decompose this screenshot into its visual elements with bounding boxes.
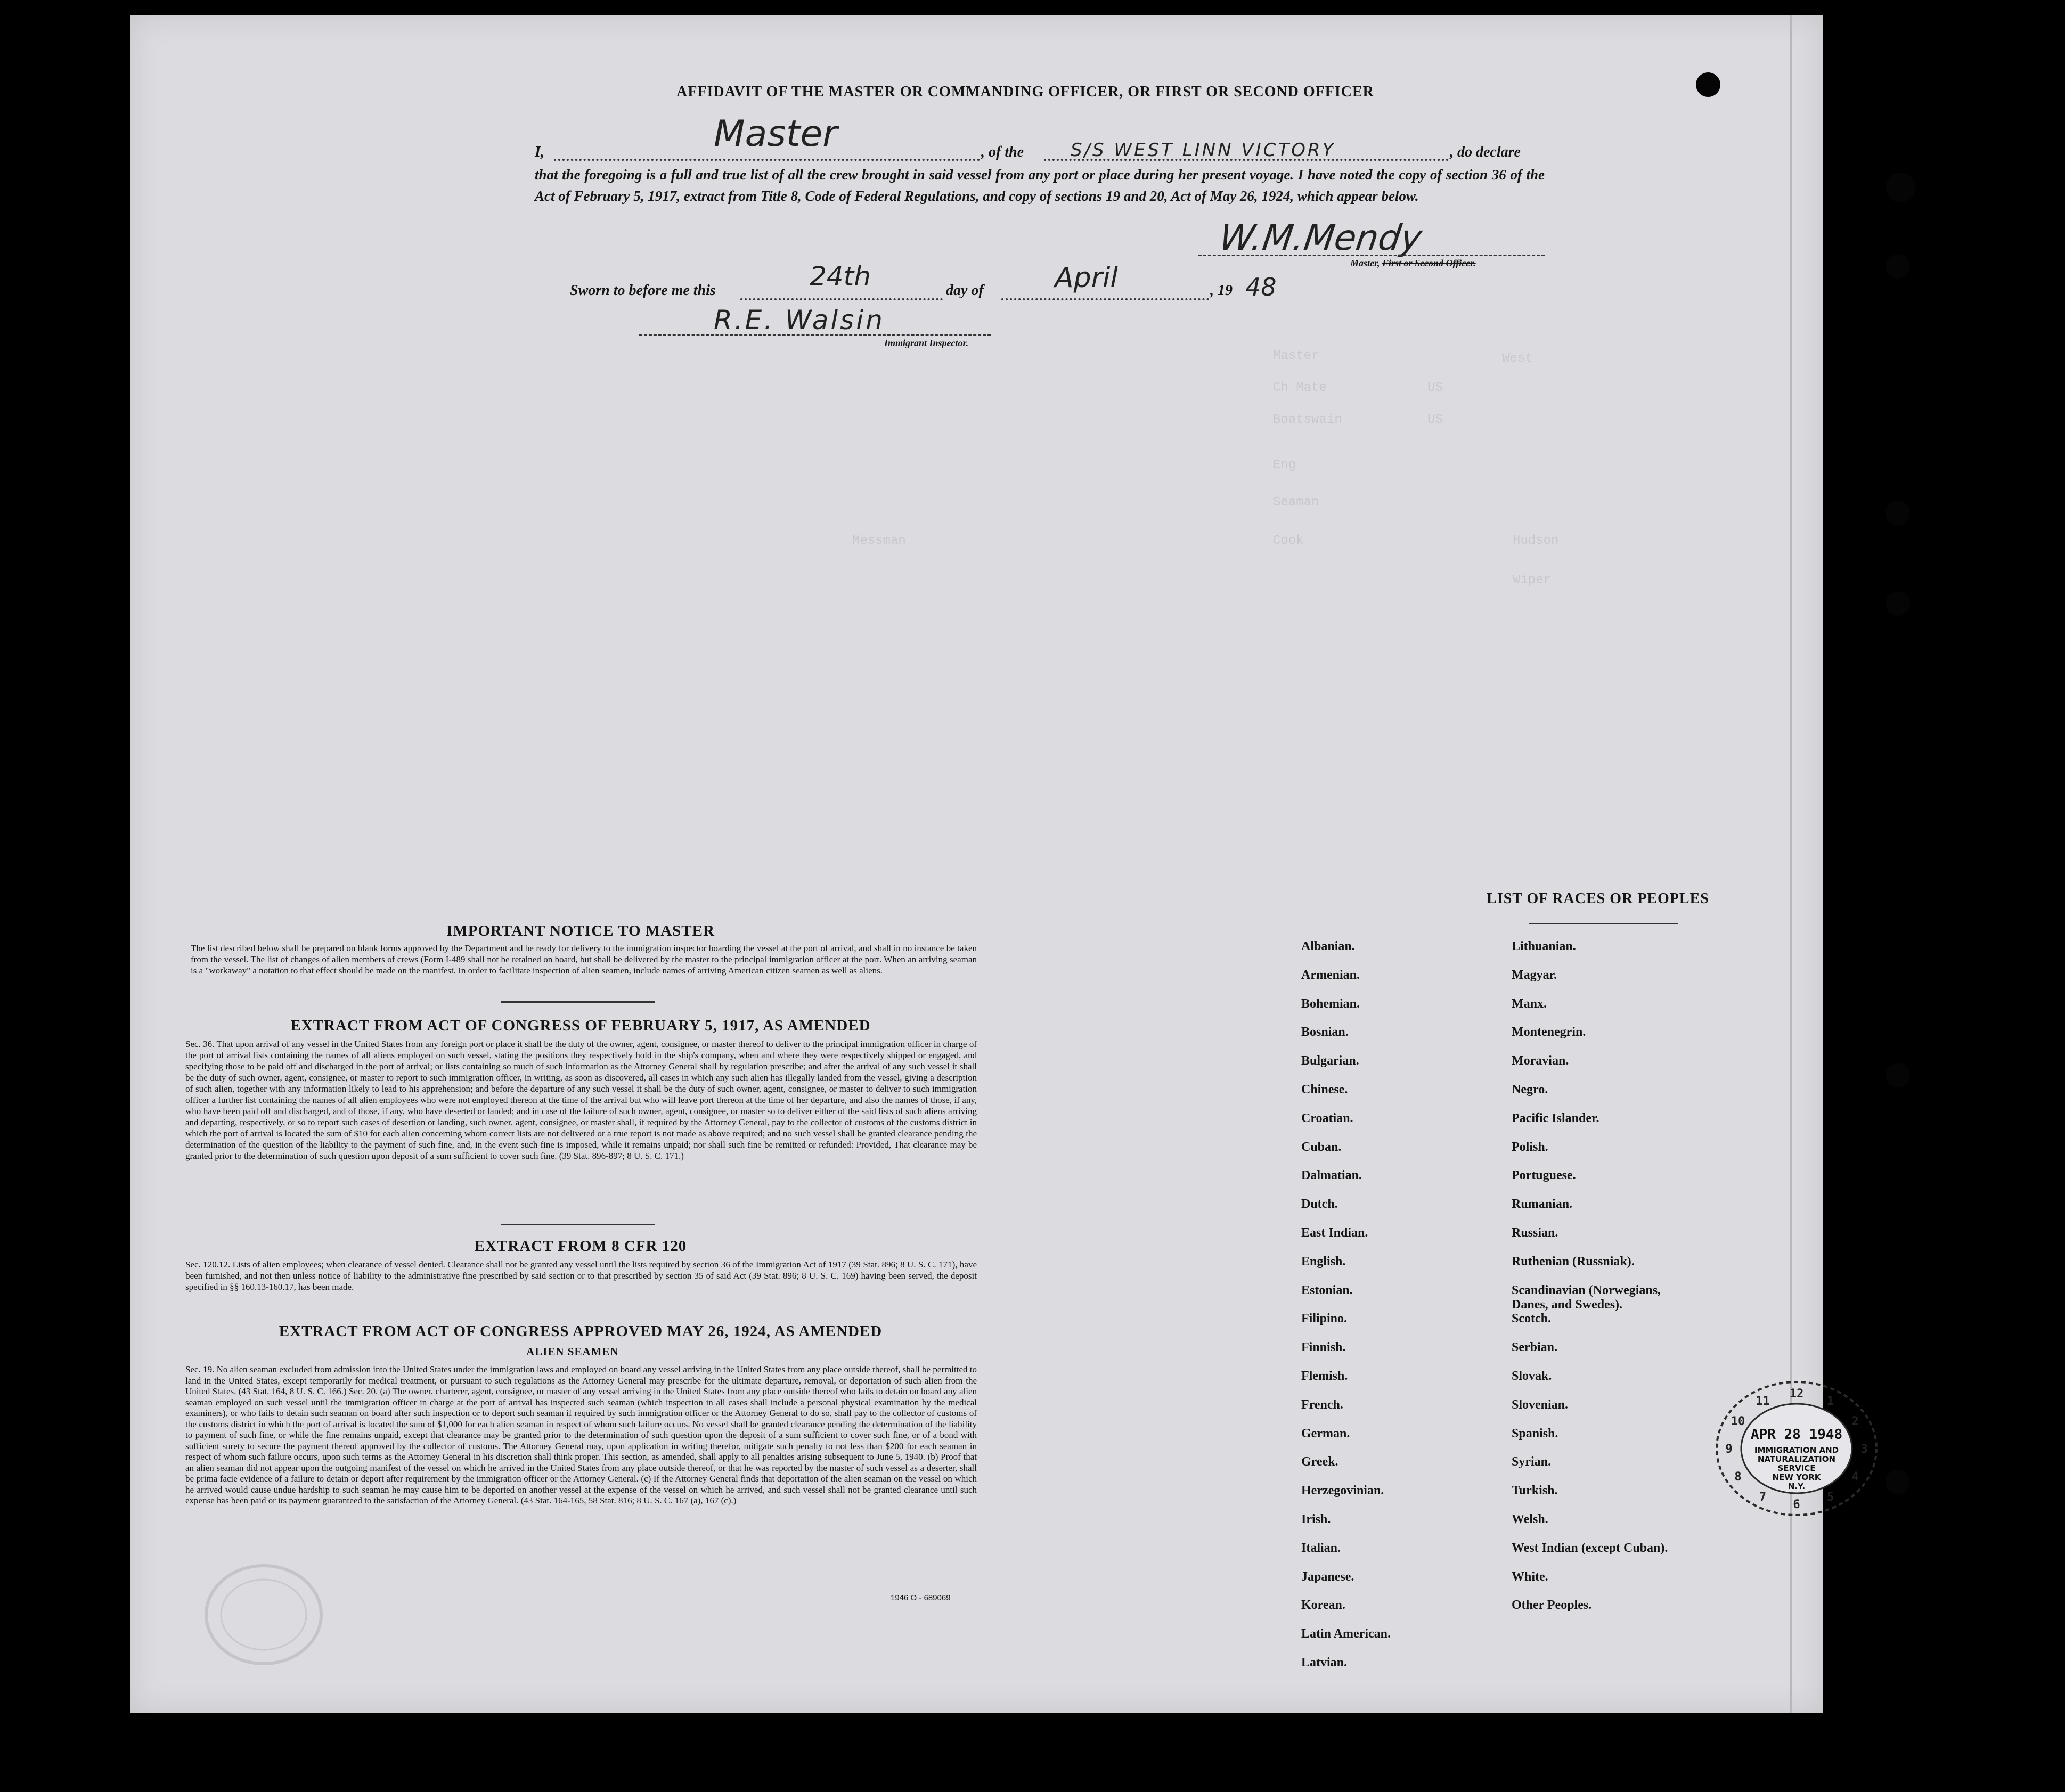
bleed-through-text: US [1427, 413, 1443, 427]
race-item: Korean. [1301, 1598, 1345, 1613]
year-printed: , 19 [1210, 282, 1233, 299]
day-line [740, 298, 943, 300]
of-the-label: , of the [981, 144, 1024, 160]
notice-text: The list described below shall be prepared on blank forms approved by the Department and be ready for delivery to the immigration inspector boarding the vessel at the port of arrival, and shall in no instance be taken from the vessel. The list of changes of alien members of crews (Form I-489 shall not be retained on board, but shall be delivered by the master to the principal immigration officer at the port. When an arriving seaman is a "workaway" a notation to that effect should be made on the manifest. In order to facilitate inspection of alien seamen, include names of arriving American citizen seamen as well as aliens. [191, 943, 977, 976]
race-item: Greek. [1301, 1455, 1338, 1469]
race-item: Dutch. [1301, 1197, 1338, 1212]
month-line [1001, 298, 1209, 300]
bleed-through-text: Seaman [1273, 495, 1319, 510]
race-item: Japanese. [1301, 1569, 1354, 1584]
race-item: Rumanian. [1512, 1197, 1573, 1212]
race-item: Negro. [1512, 1083, 1548, 1097]
race-item: East Indian. [1301, 1226, 1368, 1240]
race-item: Welsh. [1512, 1512, 1548, 1526]
declare-label: , do declare [1450, 144, 1521, 160]
binder-hole [1886, 501, 1910, 525]
extract-1924-subheading: ALIEN SEAMEN [526, 1345, 619, 1358]
race-item: German. [1301, 1426, 1350, 1441]
stamp-ring-number: 6 [1793, 1498, 1800, 1511]
race-item: Polish. [1512, 1140, 1548, 1154]
embossed-seal [202, 1561, 325, 1668]
race-item: Filipino. [1301, 1312, 1348, 1326]
binder-hole [1886, 254, 1910, 279]
extract-1917-heading: EXTRACT FROM ACT OF CONGRESS OF FEBRUARY 5, 1917, AS AMENDED [290, 1017, 871, 1034]
section-divider [501, 1224, 655, 1225]
race-item: Chinese. [1301, 1083, 1348, 1097]
race-item: Manx. [1512, 996, 1547, 1011]
inspector-signature: R.E. Walsin [714, 305, 885, 336]
bleed-through-text: West [1502, 351, 1533, 366]
race-item: Cuban. [1301, 1140, 1342, 1154]
affidavit-body: that the foregoing is a full and true list of all the crew brought in said vessel from any port or place during her present voyage. I have noted the copy of section 36 of the Act of February 5, 1917, extract from Title 8, Code of Federal Regulations, and copy of sections 19 and 20, Act of May 26, 1924, which appear below. [535, 167, 1545, 204]
race-item: Lithuanian. [1512, 939, 1576, 953]
month-handwritten: April [1055, 262, 1118, 294]
race-item: Irish. [1301, 1512, 1331, 1526]
extract-1917-text: Sec. 36. That upon arrival of any vessel in the United States from any foreign port or place it shall be the duty of the owner, agent, consignee, or master thereof to deliver to the principal immigration officer in charge of the port of arrival lists containing the names of all aliens employed on such vessel, stating the positions they respectively hold in the ship's company, when and where they were respectively shipped or engaged, and specifying those to be paid off and discharged in the port of arrival; or lists containing so much of such information as the Attorney General shall by regulation prescribe; and after the arrival of any such vessel it shall be the duty of such owner, agent, consignee, or master to report to such immigration officer, in writing, as soon as discovered, all cases in which any such alien has illegally landed from the vessel, giving a description of such alien, together with any information likely to lead to his apprehension; and before the departure of any such vessel it shall be the duty of such owner, agent, consignee, or master to deliver to such immigration officer a further list containing the names of all alien employees who were not employed thereon at the time of the arrival but who will leave port thereon at the time of her departure, and also the names of those, if any, who have been paid off and discharged, and of those, if any, who have deserted or landed; and in case of the failure of such owner, agent, consignee, or master so to deliver either of the said lists of such aliens arriving and departing, respectively, or so to report such cases of desertion or landing, such owner, agent, consignee, or master shall, if required by the Attorney General, pay to the collector of customs of the customs district in which the port of arrival is located the sum of $10 for each alien concerning whom correct lists are not delivered or a true report is not made as above required; and no such vessel shall be granted clearance pending the determination of the question of the liability to the payment of such fine, and, in the event such fine is imposed, while it remains unpaid; nor shall such fine be remitted or refunded: Provided, That clearance may be granted prior to the determination of such question upon deposit of a sum sufficient to cover such fine. (39 Stat. 896-897; 8 U. S. C. 171.) [185, 1039, 977, 1161]
bleed-through-text: Master [1273, 349, 1319, 363]
race-item: Syrian. [1512, 1455, 1552, 1469]
day-label: day of [946, 282, 984, 299]
extract-1924-text: Sec. 19. No alien seaman excluded from admission into the United States under the immigration laws and employed on board any vessel arriving in the United States from any place outside thereof, shall be permitted to land in the United States, except temporarily for medical treatment, or pursuant to such regulations as the Attorney General may prescribe for the ultimate departure, removal, or deportation of such alien from the United States. (43 Stat. 164, 8 U. S. C. 166.) Sec. 20. (a) The owner, charterer, agent, consignee, or master of any vessel arriving in the United States from any place outside thereof who fails to detain on board any alien seaman employed on such vessel until the immigration officer in charge at the port of arrival has inspected such seaman (which inspection in all cases shall include a personal physical examination by the medical examiners), or who fails to detain such seaman on board after such inspection or to deport such seaman if required by such immigration officer or the Attorney General to do so, shall pay to the collector of customs of the customs district in which the port of arrival is located the sum of $1,000 for each alien seaman in respect of whom such failure occurs. No vessel shall be granted clearance pending the determination of the liability to payment of such fine, or while the fine remains unpaid, except that clearance may be granted prior to the determination of such question upon the deposit of a sum sufficient to cover such fine, or of a bond with sufficient surety to secure the payment thereof approved by the collector of customs. The Attorney General may, upon application in writing therefor, mitigate such penalty to not less than $200 for each seaman in respect of whom such failure occurs, upon such terms as the Attorney General in his discretion shall think proper. This section, as amended, shall apply to all penalties arising subsequent to June 5, 1940. (b) Proof that an alien seaman did not appear upon the outgoing manifest of the vessel on which he arrived in the United States from any place outside thereof, or that he was reported by the master of such vessel as a deserter, shall be prima facie evidence of a failure to detain or deport after requirement by the immigration officer or the Attorney General. (c) If the Attorney General finds that deportation of the alien seaman on the vessel on which he arrived would cause undue hardship to such seaman he may cause him to be deported on another vessel at the expense of the vessel on which he arrived, and such vessel shall not be granted clearance until such expense has been paid or its payment guaranteed to the satisfaction of the Attorney General. (43 Stat. 164-165, 58 Stat. 816; 8 U. S. C. 167 (a), 167 (c).) [185, 1364, 977, 1505]
race-item: Estonian. [1301, 1283, 1353, 1297]
race-item: Serbian. [1512, 1340, 1558, 1355]
i-label: I, [535, 144, 544, 160]
stamp-ring-number: 3 [1860, 1443, 1868, 1456]
race-item: Ruthenian (Russniak). [1512, 1254, 1635, 1269]
race-item: Russian. [1512, 1226, 1558, 1240]
race-item: Bulgarian. [1301, 1054, 1359, 1068]
signature-line [1198, 255, 1545, 256]
bleed-through-text: Hudson [1513, 534, 1559, 548]
binder-hole [1886, 1063, 1910, 1087]
stamp-ring-number: 8 [1734, 1470, 1742, 1484]
stamp-ring-number: 9 [1725, 1443, 1733, 1456]
binder-hole [1696, 72, 1720, 97]
race-item: Herzegovinian. [1301, 1484, 1384, 1498]
extract-cfr-heading: EXTRACT FROM 8 CFR 120 [474, 1238, 687, 1255]
binder-hole [1886, 173, 1915, 202]
binder-hole [1886, 1470, 1910, 1494]
stamp-ring-number: 12 [1789, 1387, 1804, 1401]
bleed-through-text: Ch Mate [1273, 381, 1327, 395]
year-handwritten: 48 [1245, 273, 1277, 301]
stamp-line2: NATURALIZATION [1757, 1454, 1836, 1464]
stamp-ring-number: 11 [1756, 1394, 1770, 1408]
sworn-label: Sworn to before me this [570, 282, 716, 299]
race-item: Slovak. [1512, 1369, 1552, 1383]
stamp-ring-number: 5 [1826, 1491, 1834, 1504]
vessel-handwritten: S/S WEST LINN VICTORY [1071, 140, 1336, 161]
race-item: Other Peoples. [1512, 1598, 1592, 1613]
caption-struck: First or Second Officer. [1382, 258, 1476, 268]
section-divider [1529, 923, 1678, 924]
race-item: Moravian. [1512, 1054, 1569, 1068]
stamp-line1: IMMIGRATION AND [1754, 1445, 1839, 1455]
race-item: Spanish. [1512, 1426, 1558, 1441]
bleed-through-text: Messman [852, 534, 906, 548]
race-item: Latin American. [1301, 1627, 1391, 1641]
race-item: Armenian. [1301, 968, 1360, 982]
affidavit-heading: AFFIDAVIT OF THE MASTER OR COMMANDING OFFICER, OR FIRST OR SECOND OFFICER [676, 84, 1374, 100]
stamp-line5: N.Y. [1788, 1482, 1806, 1491]
race-item: Bohemian. [1301, 996, 1360, 1011]
inspector-caption: Immigrant Inspector. [884, 338, 969, 348]
day-handwritten: 24th [810, 261, 871, 292]
extract-cfr-text: Sec. 120.12. Lists of alien employees; when clearance of vessel denied. Clearance shall not be granted any vessel until the lists required by section 36 of the Immigration Act of 1917 (39 Stat. 896; 8 U. S. C. 171), have been furnished, and not then unless notice of liability to the administrative fine prescribed by said section or to that prescribed by section 35 of said Act (39 Stat. 896; 8 U. S. C. 169) having been served, the deposit specified in §§ 160.13-160.17, has been made. [185, 1259, 977, 1292]
race-item: White. [1512, 1569, 1548, 1584]
race-item: Italian. [1301, 1541, 1341, 1555]
bleed-through-text: Boatswain [1273, 413, 1342, 427]
section-divider [501, 1001, 655, 1003]
race-item: Flemish. [1301, 1369, 1348, 1383]
bleed-through-text: US [1427, 381, 1443, 395]
caption-master: Master, [1350, 258, 1380, 268]
notice-heading: IMPORTANT NOTICE TO MASTER [446, 922, 715, 939]
print-code: 1946 O - 689069 [891, 1593, 951, 1602]
race-item: English. [1301, 1254, 1346, 1269]
race-item: Scotch. [1512, 1312, 1551, 1326]
race-item: Latvian. [1301, 1656, 1348, 1670]
bleed-through-text: Eng [1273, 458, 1296, 472]
race-item: Croatian. [1301, 1111, 1353, 1125]
binder-hole [1886, 591, 1910, 616]
race-item: Dalmatian. [1301, 1168, 1362, 1183]
race-item: Montenegrin. [1512, 1025, 1586, 1040]
race-item: Scandinavian (Norwegians, Danes, and Swedes). [1512, 1283, 1661, 1312]
race-item: Magyar. [1512, 968, 1557, 982]
officer-handwritten: Master [714, 113, 838, 155]
officer-line [554, 159, 980, 161]
races-heading: LIST OF RACES OR PEOPLES [1487, 890, 1709, 907]
race-item: Pacific Islander. [1512, 1111, 1599, 1125]
stamp-date: APR 28 1948 [1750, 1427, 1843, 1443]
extract-1924-heading: EXTRACT FROM ACT OF CONGRESS APPROVED MAY 26, 1924, AS AMENDED [279, 1323, 883, 1340]
bleed-through-text: Cook [1273, 534, 1304, 548]
signature-caption [1350, 258, 1476, 269]
master-signature: W.M.Mendy [1217, 217, 1425, 258]
race-item: Turkish. [1512, 1484, 1558, 1498]
stamp-ring-number: 7 [1759, 1491, 1767, 1504]
stamp-line3: SERVICE [1777, 1463, 1816, 1473]
inspector-line [639, 334, 991, 336]
stamp-ring-number: 2 [1851, 1415, 1859, 1428]
race-item: Bosnian. [1301, 1025, 1349, 1040]
stamp-ring-number: 4 [1851, 1470, 1859, 1484]
race-item: Portuguese. [1512, 1168, 1576, 1183]
stamp-ring-number: 10 [1731, 1415, 1745, 1428]
race-item: French. [1301, 1397, 1343, 1412]
race-item: Slovenian. [1512, 1397, 1569, 1412]
stamp-line4: NEW YORK [1772, 1472, 1821, 1482]
stamp-ring-number: 1 [1826, 1394, 1834, 1408]
race-item: West Indian (except Cuban). [1512, 1541, 1668, 1555]
immigration-stamp [1714, 1379, 1879, 1518]
race-item: Finnish. [1301, 1340, 1346, 1355]
race-item: Albanian. [1301, 939, 1355, 953]
bleed-through-text: Wiper [1513, 573, 1552, 587]
